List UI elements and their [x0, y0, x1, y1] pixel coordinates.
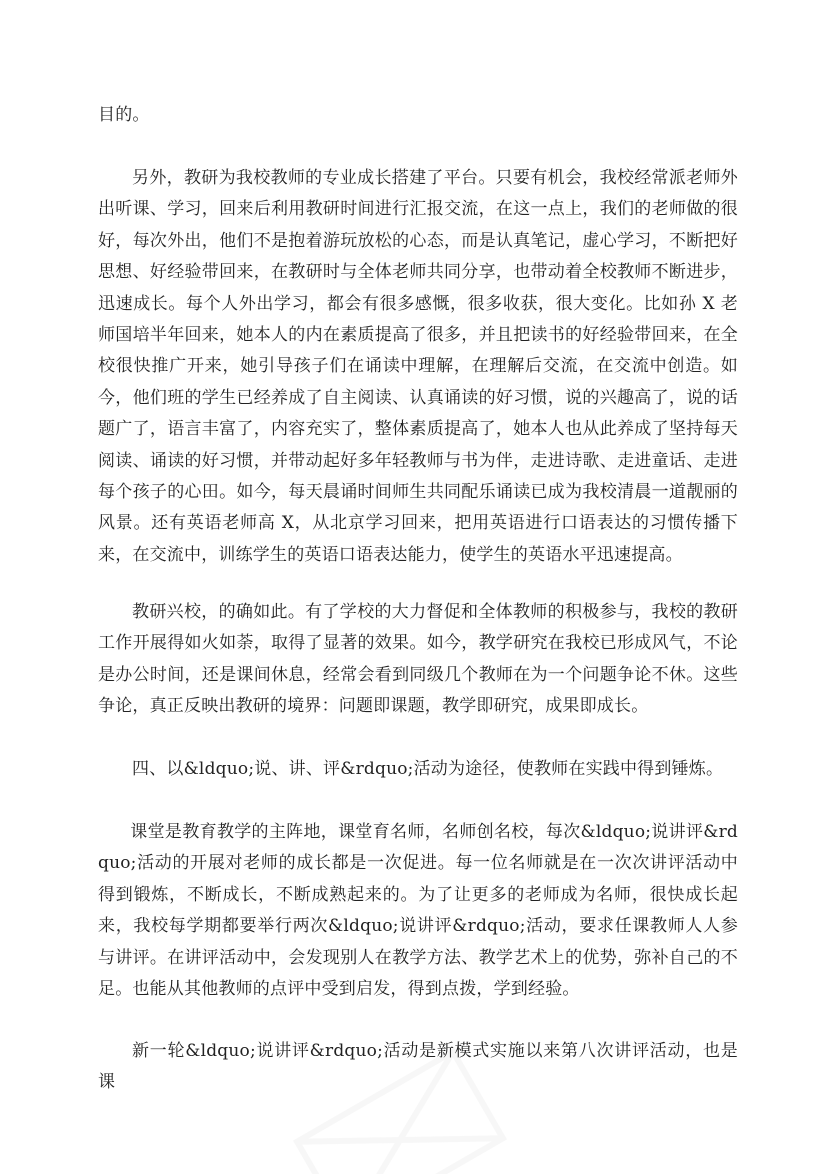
paragraph-1: 目的。: [98, 105, 150, 125]
paragraph-5: 课堂是教育教学的主阵地，课堂育名师，名师创名校，每次&ldquo;说讲评&rdquo;活动的开展对老师的成长都是一次促进。每一位名师就是在一次次讲评活动中得到锻炼，不断成长，不断成熟起来的。为了让更多的老师成为名师，很快成长起来，我校每学期都要举行两次&ldquo;说讲评&rdquo;活动，要求任课教师人人参与讲评。在讲评活动中，会发现别人在教学方法、教学艺术上的优势，弥补自己的不足。也能从其他教师的点评中受到启发，得到点拨，学到经验。: [98, 822, 738, 1000]
paragraph-2: 另外，教研为我校教师的专业成长搭建了平台。只要有机会，我校经常派老师外出听课、学习，回来后利用教研时间进行汇报交流，在这一点上，我们的老师做的很好，每次外出，他们不是抱着游玩放松的心态，而是认真笔记，虚心学习，不断把好思想、好经验带回来，在教研时与全体老师共同分享，也带动着全校教师不断进步，迅速成长。每个人外出学习，都会有很多感慨，很多收获，很大变化。比如孙 X 老师国培半年回来，她本人的内在素质提高了很多，并且把读书的好经验带回来，在全校很快推广开来，她引导孩子们在诵读中理解，在理解后交流，在交流中创造。如今，他们班的学生已经养成了自主阅读、认真诵读的好习惯，说的兴趣高了，说的话题广了，语言丰富了，内容充实了，整体素质提高了，她本人也从此养成了坚持每天阅读、诵读的好习惯，并带动起好多年轻教师与书为伴，走进诗歌、走进童话、走进每个孩子的心田。如今，每天晨诵时间师生共同配乐诵读已成为我校清晨一道靓丽的风景。还有英语老师高 X，从北京学习回来，把用英语进行口语表达的习惯传播下来，在交流中，训练学生的英语口语表达能力，使学生的英语水平迅速提高。: [98, 168, 738, 565]
section-heading-4: 四、以&ldquo;说、讲、评&rdquo;活动为途径，使教师在实践中得到锤炼。: [132, 759, 724, 779]
paragraph-3: 教研兴校，的确如此。有了学校的大力督促和全体教师的积极参与，我校的教研工作开展得如火如荼，取得了显著的效果。如今，教学研究在我校已形成风气，不论是办公时间，还是课间休息，经常会看到同级几个教师在为一个问题争论不休。这些争论，真正反映出教研的境界：问题即课题，教学即研究，成果即成长。: [98, 602, 738, 717]
paragraph-6: 新一轮&ldquo;说讲评&rdquo;活动是新模式实施以来第八次讲评活动，也是课: [98, 1041, 738, 1093]
